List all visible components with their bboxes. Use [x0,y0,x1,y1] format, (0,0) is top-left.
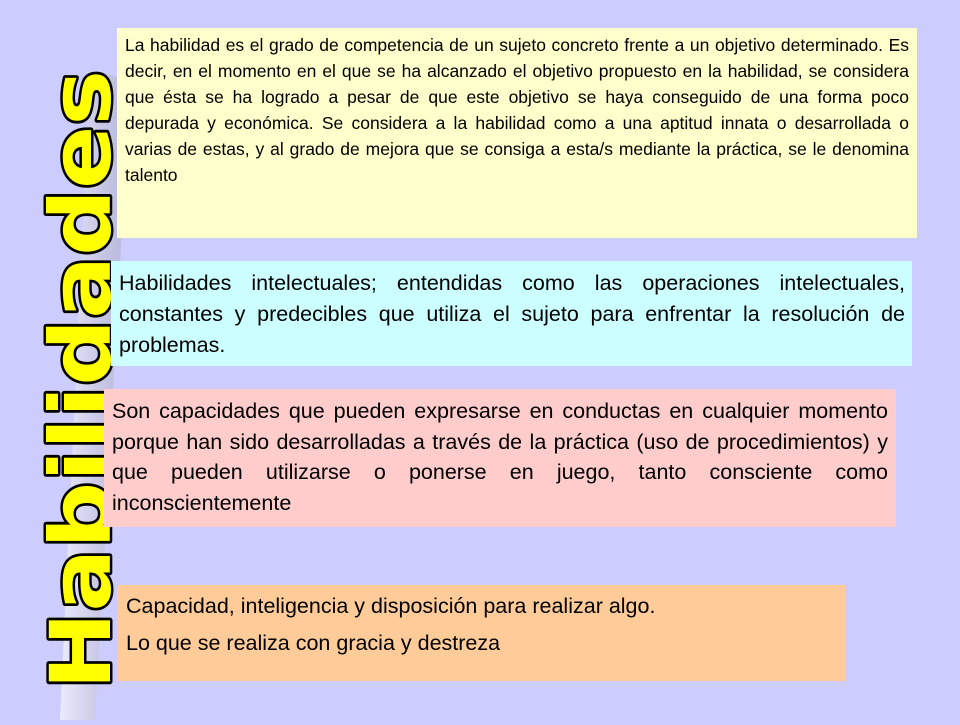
intellectual-skills-text: Habilidades intelectuales; entendidas como las operaciones intelectuales, constantes y predecibles que utiliza el sujeto para enfrentar la resolución de problemas. [119,271,905,357]
intellectual-skills-box [111,261,912,366]
meaning-line-1: Capacidad, inteligencia y disposición para realizar algo. [126,594,656,618]
capacities-text: Son capacidades que pueden expresarse en conductas en cualquier momento porque han sido desarrolladas a través de la práctica (uso de procedimientos) y que pueden utilizarse o ponerse en juego, tanto consciente como inconscientemente [112,399,888,515]
definition-text: La habilidad es el grado de competencia de un sujeto concreto frente a un objetivo determinado. Es decir, en el momento en el que se ha alcanzado el objetivo propuesto en la habilidad, se considera que ésta se ha logrado a pesar de que este objetivo se haya conseguido de una forma poco depurada y económica. Se considera a la habilidad como a una aptitud innata o desarrollada o varias de estas, y al grado de mejora que se consiga a esta/s mediante la práctica, se le denomina talento [125,35,909,185]
meaning-line-2: Lo que se realiza con gracia y destreza [126,631,501,655]
title-text: Habilidades [32,132,130,690]
capacities-box [104,389,896,527]
definition-box [117,28,917,238]
meaning-box [117,585,845,681]
